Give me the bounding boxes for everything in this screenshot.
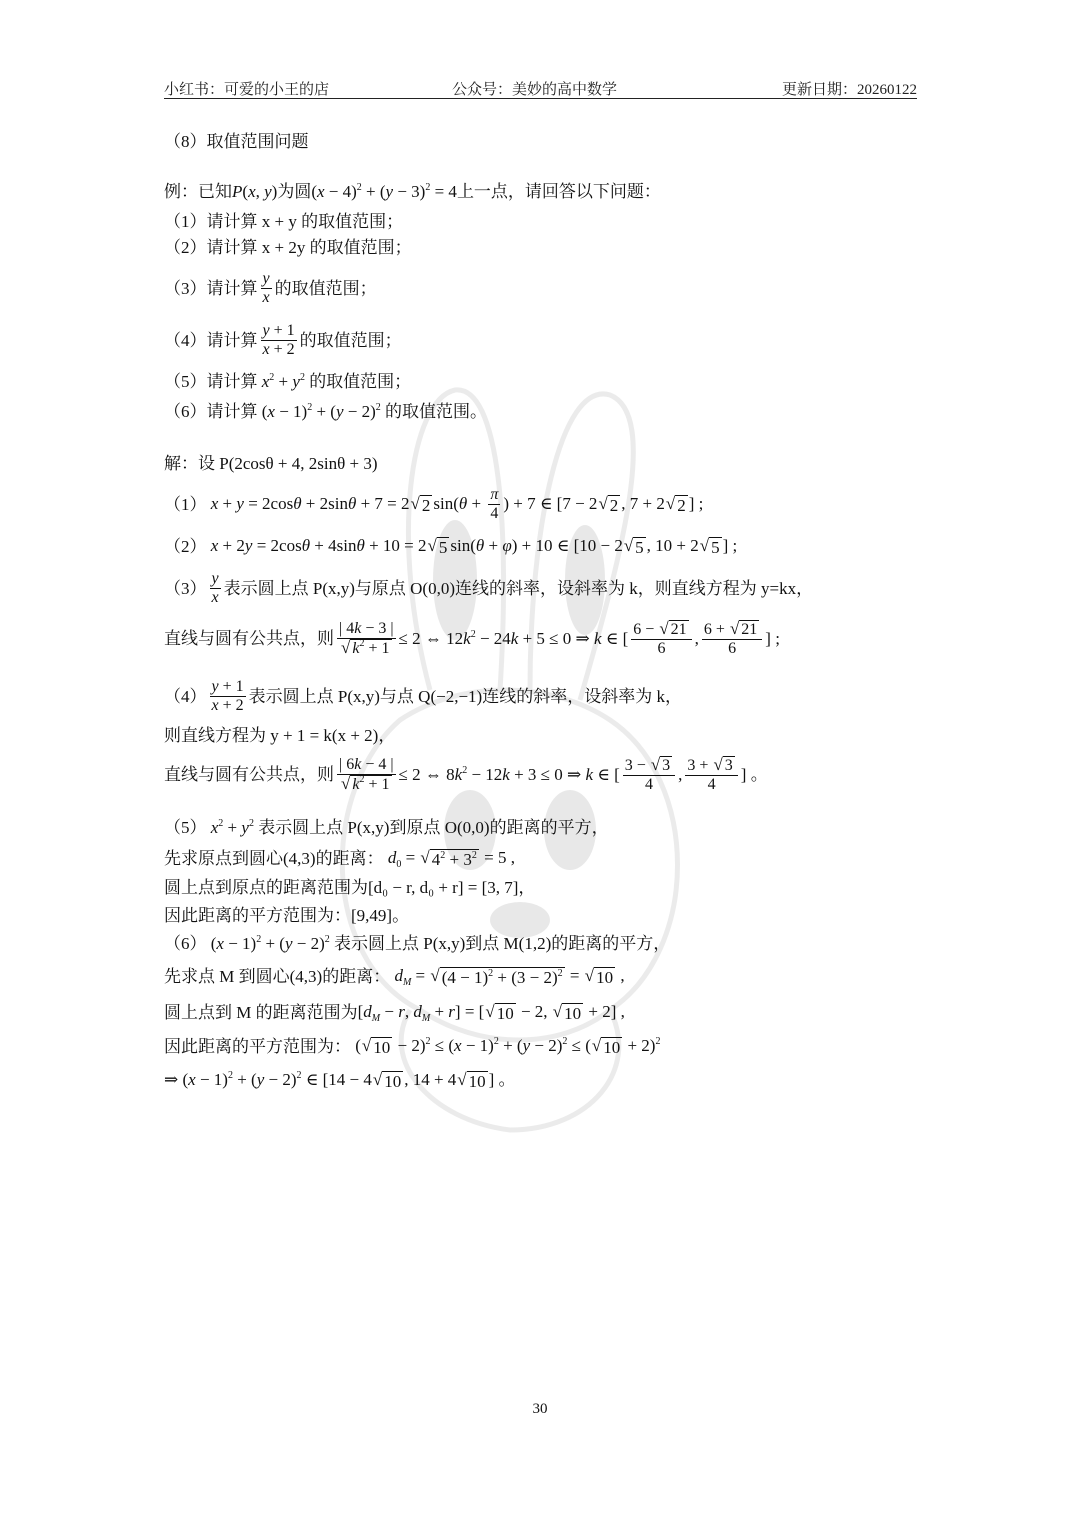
solution-6-line-1-prefix: 先求点 M 到圆心(4,3)的距离： xyxy=(164,967,391,986)
question-4 xyxy=(164,322,402,360)
solution-6-expr: $(x - 1)^2 + (y - 2)^2$ xyxy=(206,934,330,953)
header-right: 更新日期：20260122 xyxy=(781,82,917,98)
bound-upper-3: 6 + √ 21 6 xyxy=(702,620,762,659)
solution-3-condition: 直线与圆有公共点，则 | 4k − 3 | √ $k^2 + 1$ ≤ 2 ⇔ $12k^2 - 24k + 5 \le 0$ ⇒ k ∈ [ 6 − √ 21 6 , 6 + √ 21 6 ] ; xyxy=(164,619,780,658)
bound-upper-4: 3 + √ 3 4 xyxy=(685,756,737,795)
fraction-slope-q: $\frac{y + 1}{x + 2}$ xyxy=(262,322,295,359)
solution-6-line-2-prefix: 圆上点到 M 的距离范围为 xyxy=(164,1003,358,1022)
question-5-suffix: 的取值范围； xyxy=(309,372,412,391)
page-header xyxy=(164,78,917,99)
solution-1-math: x + y = 2cosθ + 2sinθ + 7 = 2 √ 2 sin(θ + $\frac{\pi}{4}$ ) + 7 ∈ [7 − 2 √ 2 , 7 + 2 √ 2 ] ; xyxy=(210,486,704,523)
question-1: （1）请计算 x + y 的取值范围； xyxy=(164,212,404,231)
question-4-prefix: （4）请计算 xyxy=(164,330,258,350)
distance-fraction-4: | 6k − 4 | √ $k^2 + 1$ xyxy=(339,756,394,794)
solution-4-condition-math: ≤ 2 ⇔ $8k^2 - 12k + 3 \le 0$ ⇒ k ∈ [ xyxy=(398,765,620,785)
expr-x2-y2: $x^2 + y^2$ xyxy=(261,372,305,391)
solution-2-label: （2） xyxy=(164,537,207,556)
solution-5-line-3: 因此距离的平方范围为：[9,49]。 xyxy=(164,906,410,925)
header-left: 小红书：可爱的小王的店 xyxy=(164,82,330,98)
solution-5-line-1 xyxy=(164,848,515,870)
solution-6-line-1 xyxy=(164,966,625,988)
solution-6 xyxy=(164,934,670,954)
point-p: P(x, y) xyxy=(232,182,278,201)
expr-dist-m: $(x - 1)^2 + (y - 2)^2$ xyxy=(257,402,381,421)
header-center: 公众号：美妙的高中数学 xyxy=(452,82,618,98)
solution-6-line-3 xyxy=(164,1036,660,1058)
solution-6-label: （6） xyxy=(164,934,207,953)
fraction-y-over-x: $\frac{y}{x}$ xyxy=(262,270,270,307)
solution-intro: 解：设 P(2cosθ + 4, 2sinθ + 3) xyxy=(164,454,378,473)
solution-4-text: 表示圆上点 P(x,y)与点 Q(−2,−1)连线的斜率，设斜率为 k， xyxy=(248,686,682,706)
solution-5 xyxy=(164,818,609,838)
question-2: （2）请计算 x + 2y 的取值范围； xyxy=(164,238,412,257)
question-3 xyxy=(164,270,377,308)
question-5 xyxy=(164,372,411,392)
question-4-suffix: 的取值范围； xyxy=(299,330,402,350)
solution-3-condition-math: ≤ 2 ⇔ $12k^2 - 24k + 5 \le 0$ ⇒ k ∈ [ xyxy=(398,629,629,649)
solution-3-label: （3） xyxy=(164,578,207,598)
solution-6-line-3-prefix: 因此距离的平方范围为： xyxy=(164,1037,351,1056)
problem-intro-mid: 为圆 xyxy=(277,182,312,201)
question-6-prefix: （6）请计算 xyxy=(164,402,258,421)
solution-5-line-1-prefix: 先求原点到圆心(4,3)的距离： xyxy=(164,849,384,868)
distance-fraction-3: | 4k − 3 | √ $k^2 + 1$ xyxy=(339,620,394,658)
question-3-suffix: 的取值范围； xyxy=(274,278,377,298)
bound-lower-3: 6 − √ 21 6 xyxy=(631,620,691,659)
solution-6-line-2 xyxy=(164,1002,625,1024)
solution-6-final xyxy=(164,1070,516,1092)
solution-3 xyxy=(164,570,813,608)
solution-6-range: [$d_M - r$, $d_M + r$] = [ √ 10 − 2, √ 10 + 2] , xyxy=(357,1002,625,1024)
circle-equation: $(x - 4)^2 + (y - 3)^2 = 4$ xyxy=(311,182,457,201)
solution-4-label: （4） xyxy=(164,686,207,706)
section-title: （8）取值范围问题 xyxy=(164,132,309,151)
solution-2-math: x + 2y = 2cosθ + 4sinθ + 10 = 2 √ 5 sin(θ + φ) + 10 ∈ [10 − 2 √ 5 , 10 + 2 √ 5 ] ; xyxy=(210,536,738,557)
solution-5-distance: $d_0$ = √ $4^2 + 3^2$ = 5 , xyxy=(387,848,515,870)
bound-lower-4: 3 − √ 3 4 xyxy=(623,756,675,795)
fraction-slope-q-sol: $\frac{y + 1}{x + 2}$ xyxy=(211,678,244,715)
solution-6-final-math: ⇒ $(x - 1)^2 + (y - 2)^2$ ∈ [14 − 4 √ 10 , 14 + 4 √ 10 ] 。 xyxy=(164,1070,516,1091)
solution-5-line-2: 圆上点到原点的距离范围为[d₀ − r, d₀ + r] = [3, 7]， xyxy=(164,878,536,897)
solution-6-distance: $d_M$ = √ $(4 - 1)^2 + (3 - 2)^2$ = √ 10 , xyxy=(394,966,625,988)
solution-3-condition-prefix: 直线与圆有公共点，则 xyxy=(164,629,334,649)
problem-intro-suffix: 上一点，请回答以下问题： xyxy=(456,182,661,201)
question-3-prefix: （3）请计算 xyxy=(164,278,258,298)
solution-3-text: 表示圆上点 P(x,y)与原点 O(0,0)连线的斜率，设斜率为 k，则直线方程为 y=kx， xyxy=(223,578,814,598)
problem-intro xyxy=(164,182,661,202)
solution-5-label: （5） xyxy=(164,818,207,837)
solution-4 xyxy=(164,678,682,716)
solution-1-label: （1） xyxy=(164,494,207,514)
close-4: ] 。 xyxy=(740,765,768,785)
solution-4-line: 则直线方程为 y + 1 = k(x + 2)， xyxy=(164,726,396,745)
page-number: 30 xyxy=(532,1401,548,1417)
solution-6-inequality: ( √ 10 − $2)^2 \le (x - 1)^2 + (y - 2)^2$ ≤ ( √ 10 + 2)$^2$ xyxy=(351,1036,661,1057)
solution-4-condition-prefix: 直线与圆有公共点，则 xyxy=(164,765,334,785)
solution-5-expr: $x^2 + y^2$ xyxy=(210,818,254,837)
close-3: ] ; xyxy=(765,629,780,649)
problem-intro-prefix: 例：已知 xyxy=(164,182,232,201)
question-5-prefix: （5）请计算 xyxy=(164,372,258,391)
fraction-y-over-x-sol: $\frac{y}{x}$ xyxy=(211,570,219,607)
solution-5-text: 表示圆上点 P(x,y)到原点 O(0,0)的距离的平方， xyxy=(258,818,609,837)
question-6-suffix: 的取值范围。 xyxy=(385,402,488,421)
solution-2 xyxy=(164,536,737,558)
solution-1 xyxy=(164,486,703,524)
question-6 xyxy=(164,402,487,422)
solution-6-text: 表示圆上点 P(x,y)到点 M(1,2)的距离的平方， xyxy=(334,934,671,953)
solution-4-condition: 直线与圆有公共点，则 | 6k − 4 | √ $k^2 + 1$ ≤ 2 ⇔ $8k^2 - 12k + 3 \le 0$ ⇒ k ∈ [ 3 − √ 3 4 , 3 + √ 3 4 ] 。 xyxy=(164,755,768,794)
